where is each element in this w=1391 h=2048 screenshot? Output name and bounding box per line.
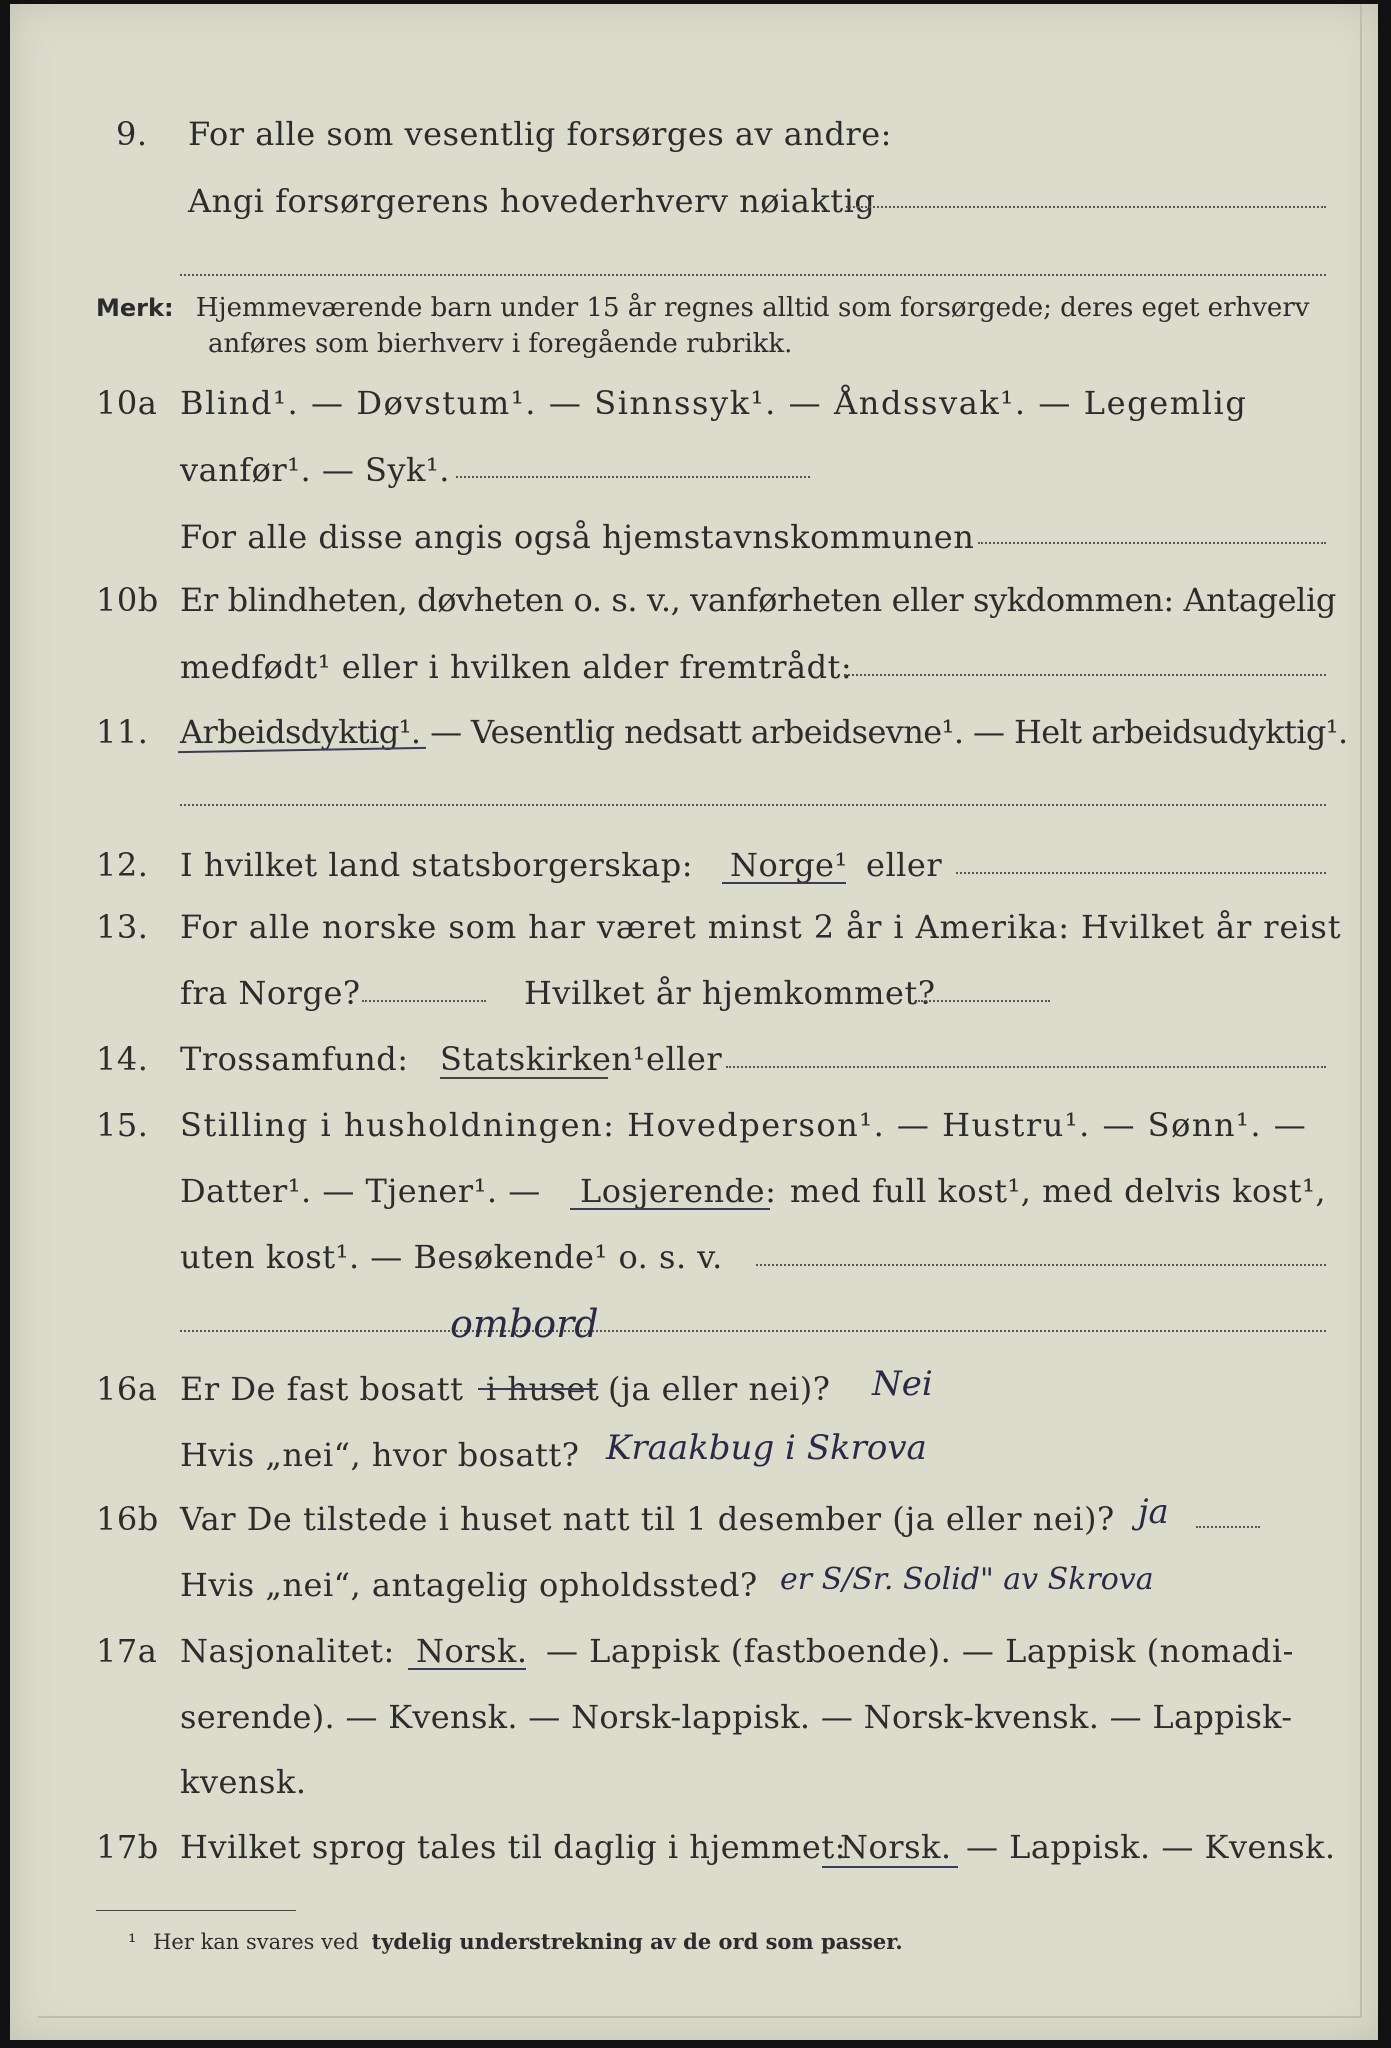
answer-line[interactable] <box>756 1264 1326 1266</box>
footnote <box>128 1929 903 1954</box>
question-number: 10a <box>96 384 158 422</box>
question-number: 13. <box>96 908 149 946</box>
handwritten-answer: er S/Sr. Solid" av Skrova <box>780 1562 1154 1597</box>
handwritten-answer: Nei <box>872 1364 933 1404</box>
handwritten-answer: ja <box>1138 1492 1169 1532</box>
note-label: Merk: <box>96 294 174 322</box>
note-line-1 <box>96 290 1309 326</box>
question-16b-row <box>10 1494 1378 1544</box>
question-number: 12. <box>96 846 149 884</box>
question-text: Hvis „nei“, hvor bosatt? <box>180 1436 580 1474</box>
handwritten-answer: Kraakbug i Skrova <box>606 1428 927 1468</box>
selected-option: Norsk. <box>840 1828 952 1866</box>
question-text: med full kost¹, med delvis kost¹, <box>790 1172 1327 1210</box>
question-17a-row <box>10 1626 1378 1676</box>
question-text: For alle disse angis også hjemstavnskommunen <box>180 518 975 556</box>
answer-line[interactable] <box>978 542 1326 544</box>
question-text: Blind¹. — Døvstum¹. — Sinnssyk¹. — Åndssvak¹. — Legemlig <box>180 384 1248 422</box>
note-text: anføres som bierhverv i foregående rubrikk. <box>208 329 793 359</box>
question-number: 16b <box>96 1500 159 1538</box>
question-text: Stilling i husholdningen: Hovedperson¹. — Hustru¹. — Sønn¹. — <box>180 1106 1308 1144</box>
note-line-2 <box>208 326 792 362</box>
question-10a-row-3 <box>10 512 1378 562</box>
question-text: medfødt¹ eller i hvilken alder fremtrådt: <box>180 648 853 686</box>
question-15-row <box>10 1100 1378 1150</box>
answer-line[interactable] <box>918 1000 1050 1002</box>
footnote-rule <box>96 1910 296 1911</box>
question-text: Hvis „nei“, antagelig opholdssted? <box>180 1566 758 1604</box>
question-text: uten kost¹. — Besøkende¹ o. s. v. <box>180 1238 723 1276</box>
question-17a-row-2 <box>10 1692 1378 1742</box>
question-9-row-2 <box>10 176 1378 226</box>
question-text: For alle norske som har været minst 2 år i Amerika: Hvilket år reist <box>180 908 1342 946</box>
handwritten-underline <box>822 1866 958 1868</box>
question-text: Trossamfund: <box>180 1040 409 1078</box>
footnote-emphasis: tydelig understrekning av de ord som passer. <box>371 1929 903 1954</box>
question-text: fra Norge? <box>180 974 361 1012</box>
handwritten-underline <box>570 1208 770 1210</box>
question-text: Datter¹. — Tjener¹. — <box>180 1172 541 1210</box>
selected-option: Norge¹ <box>730 846 848 884</box>
answer-line[interactable] <box>956 872 1326 874</box>
question-number: 9. <box>116 115 148 153</box>
selected-option: Losjerende: <box>580 1172 777 1210</box>
question-text: — Lappisk. — Kvensk. <box>966 1828 1336 1866</box>
question-number: 17a <box>96 1632 158 1670</box>
question-text: Hvilket år hjemkommet? <box>524 974 936 1012</box>
answer-line[interactable] <box>180 274 1326 276</box>
question-16b-row-2 <box>10 1560 1378 1610</box>
question-9-row <box>10 109 1378 159</box>
question-number: 15. <box>96 1106 149 1144</box>
question-text: serende). — Kvensk. — Norsk-lappisk. — Norsk-kvensk. — Lappisk- <box>180 1698 1293 1736</box>
question-14-row <box>10 1034 1378 1084</box>
answer-line[interactable] <box>726 1066 1326 1068</box>
question-text: Er De fast bosatt <box>180 1370 464 1408</box>
question-10a-row <box>10 378 1378 428</box>
question-text: Hvilket sprog tales til daglig i hjemmet: <box>180 1828 846 1866</box>
question-13-row <box>10 902 1378 952</box>
question-text: (ja eller nei)? <box>608 1370 831 1408</box>
question-text: Arbeidsdyktig¹. — Vesentlig nedsatt arbeidsevne¹. — Helt arbeidsudyktig¹. <box>180 713 1348 751</box>
question-number: 14. <box>96 1040 149 1078</box>
question-10b-row-2 <box>10 642 1378 692</box>
question-10a-row-2 <box>10 445 1378 495</box>
answer-line[interactable] <box>846 206 1326 208</box>
question-number: 16a <box>96 1370 158 1408</box>
question-text: Var De tilstede i huset natt til 1 desember (ja eller nei)? <box>180 1500 1115 1538</box>
question-text: I hvilket land statsborgerskap: <box>180 846 693 884</box>
question-15-row-3 <box>10 1232 1378 1282</box>
question-text: vanfør¹. — Syk¹. <box>180 451 450 489</box>
answer-line[interactable] <box>844 674 1326 676</box>
handwritten-underline <box>408 1668 526 1670</box>
footnote-mark: ¹ <box>128 1930 137 1954</box>
answer-line[interactable] <box>456 476 810 478</box>
question-text: Nasjonalitet: <box>180 1632 395 1670</box>
selected-option: Statskirken¹ <box>440 1040 646 1078</box>
question-text: For alle som vesentlig forsørges av andre: <box>188 115 892 153</box>
answer-line[interactable] <box>1196 1526 1260 1528</box>
question-text: — Lappisk (fastboende). — Lappisk (nomadi- <box>546 1632 1294 1670</box>
strikethrough <box>478 1388 596 1390</box>
question-17b-row <box>10 1822 1378 1872</box>
answer-line[interactable] <box>180 804 1326 806</box>
handwritten-underline <box>722 882 846 884</box>
question-text: kvensk. <box>180 1763 307 1801</box>
question-text: Angi forsørgerens hovederhverv nøiaktig <box>188 182 876 220</box>
question-number: 11. <box>96 713 149 751</box>
question-10b-row <box>10 575 1378 625</box>
note-text: Hjemmeværende barn under 15 år regnes alltid som forsørgede; deres eget erhverv <box>195 293 1310 323</box>
question-number: 17b <box>96 1828 159 1866</box>
answer-line[interactable] <box>180 1330 1326 1332</box>
question-17a-row-3 <box>10 1757 1378 1807</box>
question-text: Er blindheten, døvheten o. s. v., vanførheten eller sykdommen: Antagelig <box>180 581 1336 619</box>
crossed-option: i huset <box>486 1370 600 1408</box>
footnote-text: Her kan svares ved <box>153 1930 359 1954</box>
question-text: eller <box>866 846 943 884</box>
question-13-row-2 <box>10 968 1378 1018</box>
question-number: 10b <box>96 581 159 619</box>
underline <box>440 1077 608 1079</box>
handwritten-annotation: ombord <box>450 1302 599 1346</box>
question-12-row <box>10 840 1378 890</box>
selected-option: Norsk. <box>416 1632 528 1670</box>
question-16a-row <box>10 1364 1378 1414</box>
answer-line[interactable] <box>362 1000 486 1002</box>
census-form-page <box>10 4 1378 2040</box>
question-text: eller <box>646 1040 723 1078</box>
